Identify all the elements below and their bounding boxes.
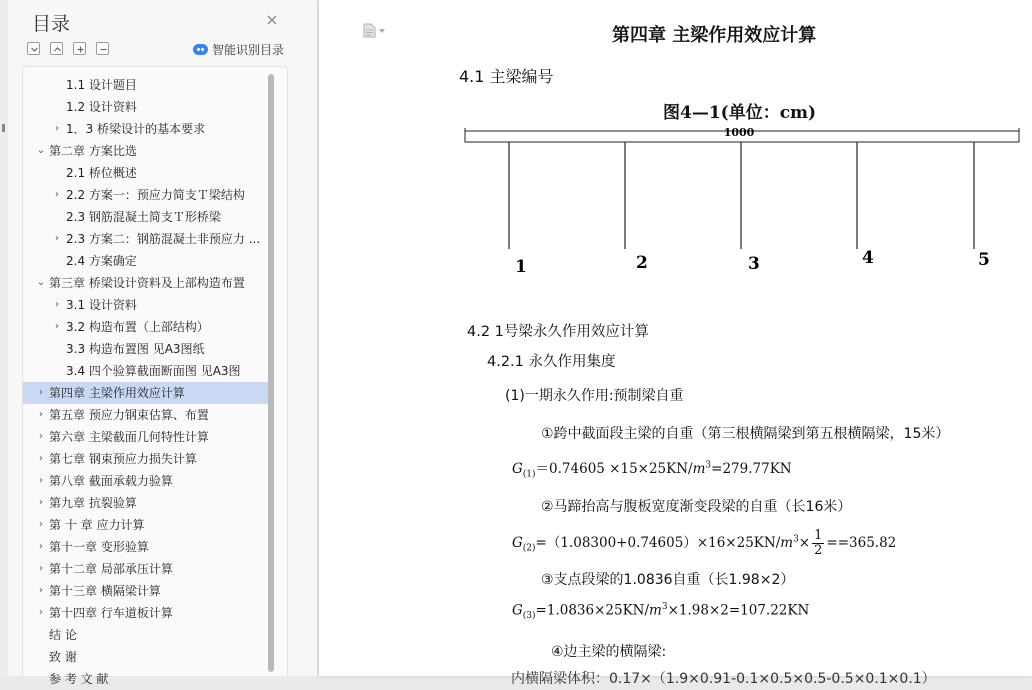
- chevron-right-icon[interactable]: ›: [55, 321, 59, 332]
- close-icon[interactable]: ×: [265, 10, 279, 29]
- formula-subscript: (2): [522, 543, 536, 554]
- toc-item[interactable]: [23, 514, 269, 536]
- toc-item[interactable]: [23, 382, 269, 404]
- toc-item[interactable]: [23, 316, 269, 338]
- toc-item-label: 第五章 预应力钢束估算、布置: [49, 408, 209, 422]
- toc-item[interactable]: [23, 338, 269, 360]
- toc-item-label: 第 十 章 应力计算: [49, 518, 145, 532]
- formula-expression: =1.0836×25KN/: [535, 602, 650, 619]
- chevron-right-icon[interactable]: ›: [39, 519, 43, 530]
- toc-item-label: 3.1 设计资料: [66, 298, 137, 312]
- document-page: [319, 0, 1032, 687]
- chevron-right-icon[interactable]: ›: [39, 453, 43, 464]
- toc-item-label: 第十四章 行车道板计算: [49, 606, 173, 620]
- formula-expression: =（1.08300+0.74605）×16×25KN/: [535, 535, 781, 551]
- chevron-right-icon[interactable]: ›: [55, 123, 59, 134]
- toc-list: [23, 74, 269, 690]
- toc-sidebar: [0, 0, 318, 686]
- beam-label-4: 4: [862, 248, 874, 268]
- formula-unit: m: [780, 535, 794, 551]
- formula-expression: ＝0.74605 ×15×25KN/: [535, 461, 693, 477]
- toc-title: 目录: [32, 13, 71, 35]
- section-heading-4-2-1: 4.2.1 永久作用集度: [487, 354, 616, 370]
- fraction-numerator: 1: [814, 528, 823, 543]
- document-menu-button[interactable]: [363, 23, 385, 38]
- toc-scrollbar[interactable]: [268, 74, 276, 674]
- toc-item[interactable]: [23, 360, 269, 382]
- paragraph-4: ④边主梁的横隔梁:: [551, 644, 667, 660]
- formula-superscript: 3: [705, 460, 712, 471]
- formula-subscript: (3): [522, 611, 536, 622]
- chevron-right-icon[interactable]: ›: [55, 299, 59, 310]
- formula-times: ×: [798, 535, 811, 551]
- toc-item-label: 第二章 方案比选: [49, 144, 137, 158]
- remove-heading-icon[interactable]: [96, 42, 109, 55]
- chevron-right-icon[interactable]: ›: [39, 431, 43, 442]
- chevron-right-icon[interactable]: ›: [55, 233, 59, 244]
- beam-label-2: 2: [636, 253, 648, 273]
- toc-item-label: 第四章 主梁作用效应计算: [49, 386, 185, 400]
- toc-item-label: 2.3 钢筋混凝土简支Ｔ形桥梁: [66, 210, 221, 224]
- toc-item-label: 2.2 方案一：预应力简支Ｔ梁结构: [66, 188, 245, 202]
- section-heading-4-2: 4.2 1号梁永久作用效应计算: [467, 324, 649, 340]
- toc-item[interactable]: [23, 448, 269, 470]
- toc-item-label: 2.3 方案二：钢筋混凝土非预应力 ...: [66, 232, 261, 246]
- toc-item-label: 1.2 设计资料: [66, 100, 137, 114]
- toc-item-label: 第九章 抗裂验算: [49, 496, 137, 510]
- toc-item-label: 结 论: [49, 628, 77, 642]
- toc-item-label: 第十三章 横隔梁计算: [49, 584, 161, 598]
- toc-item[interactable]: [23, 96, 269, 118]
- formula-result: ==365.82: [826, 535, 897, 551]
- toc-item-label: 第六章 主梁截面几何特性计算: [49, 430, 209, 444]
- chevron-right-icon[interactable]: ›: [39, 387, 43, 398]
- toc-item[interactable]: [23, 250, 269, 272]
- span-label: 1000: [723, 126, 755, 139]
- toc-item[interactable]: [23, 74, 269, 96]
- edge-marker: [2, 124, 5, 132]
- formula-result: ×1.98×2=107.22KN: [667, 602, 810, 619]
- figure-title: 图4—1(单位：cm): [663, 103, 817, 123]
- toc-item-label: 3.4 四个验算截面断面图 见A3图: [66, 364, 241, 378]
- toc-item-label: 3.2 构造布置（上部结构）: [66, 320, 209, 334]
- toc-item[interactable]: [23, 580, 269, 602]
- formula-1: [512, 457, 792, 480]
- toc-item[interactable]: [23, 184, 269, 206]
- item-1-heading: (1)一期永久作用:预制梁自重: [505, 388, 684, 404]
- toc-item-label: 参 考 文 献: [49, 672, 109, 686]
- toc-item-label: 致 谢: [49, 650, 77, 664]
- collapse-up-icon[interactable]: [50, 42, 63, 55]
- formula-2: [512, 529, 896, 558]
- paragraph-1: ①跨中截面段主梁的自重（第三根横隔梁到第五根横隔梁，15米）: [541, 426, 950, 442]
- chevron-down-icon[interactable]: ⌄: [36, 145, 46, 156]
- toc-item-label: 1．3 桥梁设计的基本要求: [66, 122, 206, 136]
- document-icon: [363, 23, 376, 38]
- toc-item[interactable]: [23, 668, 269, 690]
- toc-item[interactable]: [23, 206, 269, 228]
- toc-item[interactable]: [23, 536, 269, 558]
- expand-all-icon[interactable]: [27, 42, 40, 55]
- document-area: [319, 0, 1032, 687]
- caret-down-icon: [379, 29, 385, 33]
- fraction-denominator: 2: [814, 543, 823, 558]
- toc-item[interactable]: [23, 118, 269, 140]
- formula-symbol: G: [512, 461, 523, 477]
- formula-symbol: G: [512, 535, 523, 551]
- smart-toc-button[interactable]: [193, 41, 284, 58]
- toc-item[interactable]: [23, 162, 269, 184]
- beam-label-3: 3: [748, 254, 760, 274]
- chevron-right-icon[interactable]: ›: [39, 541, 43, 552]
- formula-superscript: 3: [793, 534, 799, 545]
- toc-item[interactable]: [23, 272, 269, 294]
- toc-item[interactable]: [23, 646, 269, 668]
- formula-result: =279.77KN: [711, 461, 792, 477]
- formula-unit: m: [692, 461, 706, 477]
- chevron-right-icon[interactable]: ›: [39, 497, 43, 508]
- chevron-right-icon[interactable]: ›: [55, 189, 59, 200]
- toc-item-label: 3.3 构造布置图 见A3图纸: [66, 342, 205, 356]
- toc-item[interactable]: [23, 602, 269, 624]
- toc-item[interactable]: [23, 492, 269, 514]
- toc-item-label: 第七章 钢束预应力损失计算: [49, 452, 197, 466]
- toc-item[interactable]: [23, 294, 269, 316]
- formula-unit: m: [649, 602, 662, 619]
- toc-item[interactable]: [23, 404, 269, 426]
- toc-item-label: 第十二章 局部承压计算: [49, 562, 173, 576]
- chevron-right-icon[interactable]: ›: [39, 607, 43, 618]
- beam-label-1: 1: [515, 257, 527, 277]
- toc-scrollbar-thumb[interactable]: [268, 74, 274, 672]
- formula-superscript: 3: [661, 602, 668, 612]
- paragraph-2: ②马蹄抬高与腹板宽度渐变段梁的自重（长16米）: [541, 499, 852, 515]
- toc-toolbar: [27, 42, 109, 56]
- chevron-right-icon[interactable]: ›: [39, 409, 43, 420]
- toc-item[interactable]: [23, 228, 269, 250]
- toc-item-label: 第八章 截面承载力验算: [49, 474, 173, 488]
- paragraph-3: ③支点段梁的1.0836自重（长1.98×2）: [541, 572, 795, 588]
- chevron-right-icon[interactable]: ›: [39, 585, 43, 596]
- chevron-down-icon[interactable]: ⌄: [36, 277, 46, 288]
- section-heading-4-1: 4.1 主梁编号: [459, 67, 554, 86]
- formula-subscript: (1): [522, 469, 536, 480]
- chapter-title: 第四章 主梁作用效应计算: [612, 25, 817, 46]
- clipped-text-line: 内横隔梁体积：0.17×（1.9×0.91-0.1×0.5×0.5-0.5×0.1×0.1）: [511, 671, 936, 687]
- chevron-right-icon[interactable]: ›: [39, 475, 43, 486]
- toc-item[interactable]: [23, 624, 269, 646]
- toc-item-label: 第三章 桥梁设计资料及上部构造布置: [49, 276, 245, 290]
- toc-panel: [22, 66, 288, 686]
- formula-fraction: [812, 529, 824, 558]
- toc-item[interactable]: [23, 426, 269, 448]
- toc-item[interactable]: [23, 558, 269, 580]
- toc-item[interactable]: [23, 140, 269, 162]
- chevron-right-icon[interactable]: ›: [39, 563, 43, 574]
- toc-item-label: 2.4 方案确定: [66, 254, 137, 268]
- toc-item-label: 1.1 设计题目: [66, 78, 137, 92]
- toc-item-label: 2.1 桥位概述: [66, 166, 137, 180]
- smart-toc-label: 智能识别目录: [212, 43, 285, 57]
- formula-3: [512, 602, 809, 621]
- formula-symbol: G: [512, 602, 523, 619]
- beam-label-5: 5: [978, 250, 990, 270]
- toc-item[interactable]: [23, 470, 269, 492]
- ai-icon: [193, 44, 208, 55]
- left-edge-strip: [0, 0, 8, 676]
- add-heading-icon[interactable]: [73, 42, 86, 55]
- beam-layout-diagram: [459, 124, 1029, 284]
- toc-item-label: 第十一章 变形验算: [49, 540, 149, 554]
